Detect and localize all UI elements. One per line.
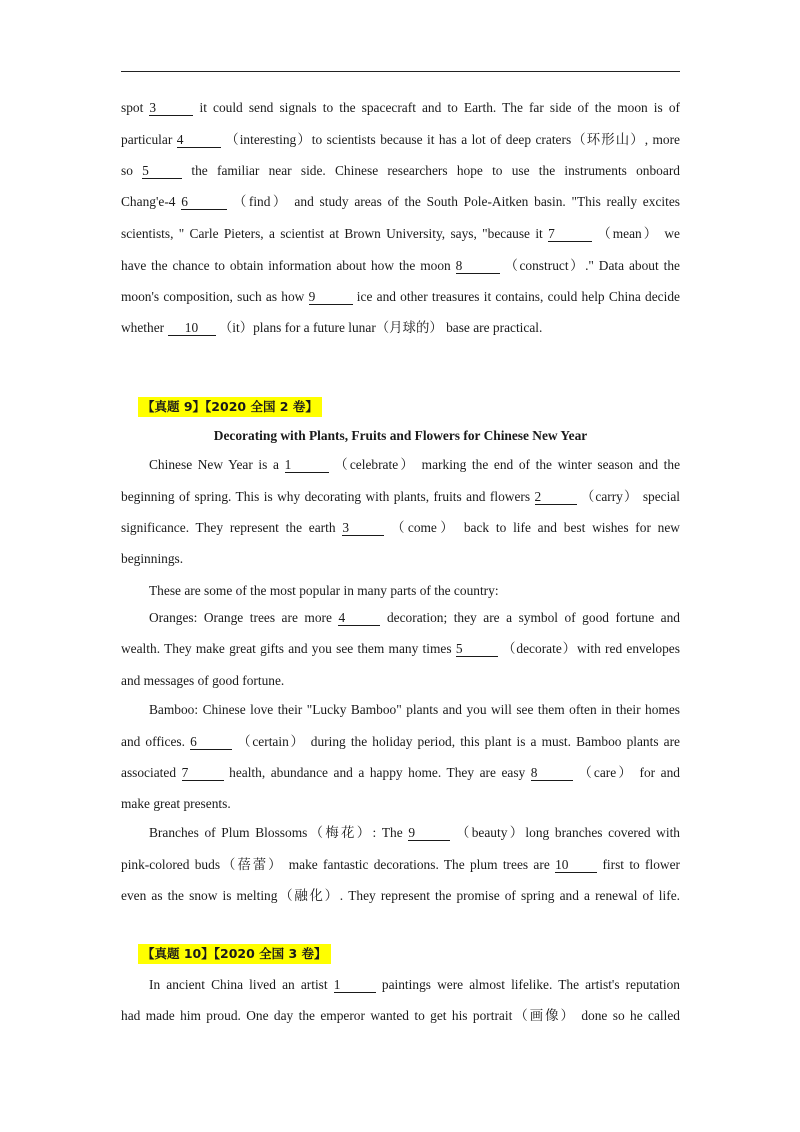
text: paintings were almost lifelike. The artist's reputation — [381, 977, 680, 992]
text: scientists, " Carle Pieters, a scientist at Brown University, says, "because it — [121, 226, 543, 241]
passage2-line — [121, 487, 680, 507]
blank-2: 2 — [535, 489, 577, 505]
text: whether — [121, 320, 165, 335]
question-header: 【真题 9】【2020 全国 2 卷】 — [138, 397, 322, 417]
text: the familiar near side. Chinese researchers hope to use the instruments onboard — [191, 163, 680, 178]
text: Chang'e-4 — [121, 194, 176, 209]
blank-4: 4 — [177, 132, 221, 148]
text: Branches of Plum Blossoms（梅花）: The — [149, 825, 403, 840]
blank-10: 10 — [168, 320, 216, 336]
text: it could send signals to the spacecraft and to Earth. The far side of the moon is of — [199, 100, 680, 115]
text: moon's composition, such as how — [121, 289, 305, 304]
text: ice and other treasures it contains, could help China decide — [356, 289, 680, 304]
passage2-line: Bamboo: Chinese love their "Lucky Bamboo" plants and you will see them often in their homes — [149, 702, 680, 717]
text: health, abundance and a happy home. They are easy — [229, 765, 526, 780]
blank-6: 6 — [190, 734, 232, 750]
passage2-line: These are some of the most popular in many parts of the country: — [149, 583, 499, 598]
passage-title: Decorating with Plants, Fruits and Flowers for Chinese New Year — [213, 428, 588, 443]
blank-9: 9 — [309, 289, 353, 305]
text: pink-colored buds（蓓蕾） make fantastic decorations. The plum trees are — [121, 857, 550, 872]
header-rule — [121, 71, 680, 72]
text: （it）plans for a future lunar（月球的） base are practical. — [218, 320, 543, 335]
passage2-line — [149, 823, 680, 843]
blank-3: 3 — [342, 520, 384, 536]
blank-5: 5 — [142, 163, 182, 179]
passage1-line — [121, 161, 680, 181]
passage2-line — [149, 608, 680, 628]
text: （beauty）long branches covered with — [456, 825, 680, 840]
blank-10: 10 — [555, 857, 597, 873]
passage1-line — [121, 224, 680, 244]
text: so — [121, 163, 133, 178]
passage2-line: and messages of good fortune. — [121, 673, 285, 688]
text: （decorate）with red envelopes — [502, 641, 680, 656]
text: beginning of spring. This is why decorating with plants, fruits and flowers — [121, 489, 531, 504]
text: Chinese New Year is a — [149, 457, 279, 472]
text: spot — [121, 100, 144, 115]
blank-7: 7 — [182, 765, 224, 781]
text: wealth. They make great gifts and you see them many times — [121, 641, 452, 656]
text: （care） for and — [578, 765, 680, 780]
passage3-line: had made him proud. One day the emperor wanted to get his portrait（画像） done so he called — [121, 1008, 680, 1023]
text: （interesting）to scientists because it has a lot of deep craters（环形山）, more — [225, 132, 680, 147]
passage1-line — [121, 130, 680, 150]
text: （certain） during the holiday period, this plant is a must. Bamboo plants are — [237, 734, 680, 749]
question-header: 【真题 10】【2020 全国 3 卷】 — [138, 944, 331, 964]
text: decoration; they are a symbol of good fortune and — [386, 610, 680, 625]
text: have the chance to obtain information about how the moon — [121, 258, 451, 273]
blank-1: 1 — [285, 457, 329, 473]
text: significance. They represent the earth — [121, 520, 336, 535]
text: （find） and study areas of the South Pole-Aitken basin. "This really excites — [233, 194, 680, 209]
blank-6: 6 — [181, 194, 227, 210]
passage2-line — [121, 763, 680, 783]
passage2-line: even as the snow is melting（融化）. They represent the promise of spring and a renewal of life. — [121, 888, 680, 903]
passage1-line — [121, 287, 680, 307]
blank-3: 3 — [149, 100, 193, 116]
blank-5: 5 — [456, 641, 498, 657]
passage2-line: beginnings. — [121, 551, 184, 566]
blank-9: 9 — [408, 825, 450, 841]
text: particular — [121, 132, 173, 147]
text: and offices. — [121, 734, 185, 749]
text: （construct）." Data about the — [504, 258, 680, 273]
passage1-line — [121, 98, 680, 118]
text: first to flower — [602, 857, 680, 872]
passage1-line — [121, 256, 680, 276]
blank-7: 7 — [548, 226, 592, 242]
text: （mean） we — [597, 226, 680, 241]
passage2-line — [121, 639, 680, 659]
passage1-line — [121, 318, 680, 338]
passage1-line — [121, 192, 680, 212]
text: In ancient China lived an artist — [149, 977, 328, 992]
passage3-line — [149, 975, 680, 995]
passage2-line — [121, 855, 680, 875]
text: associated — [121, 765, 177, 780]
blank-4: 4 — [338, 610, 380, 626]
text: （come） back to life and best wishes for new — [391, 520, 680, 535]
passage2-line — [121, 732, 680, 752]
text: Oranges: Orange trees are more — [149, 610, 332, 625]
blank-8: 8 — [531, 765, 573, 781]
blank-8: 8 — [456, 258, 500, 274]
passage2-line — [149, 455, 680, 475]
text: （celebrate） marking the end of the winter season and the — [334, 457, 681, 472]
text: （carry） special — [580, 489, 680, 504]
blank-1: 1 — [334, 977, 376, 993]
passage2-line — [121, 518, 680, 538]
passage2-line: make great presents. — [121, 796, 231, 811]
